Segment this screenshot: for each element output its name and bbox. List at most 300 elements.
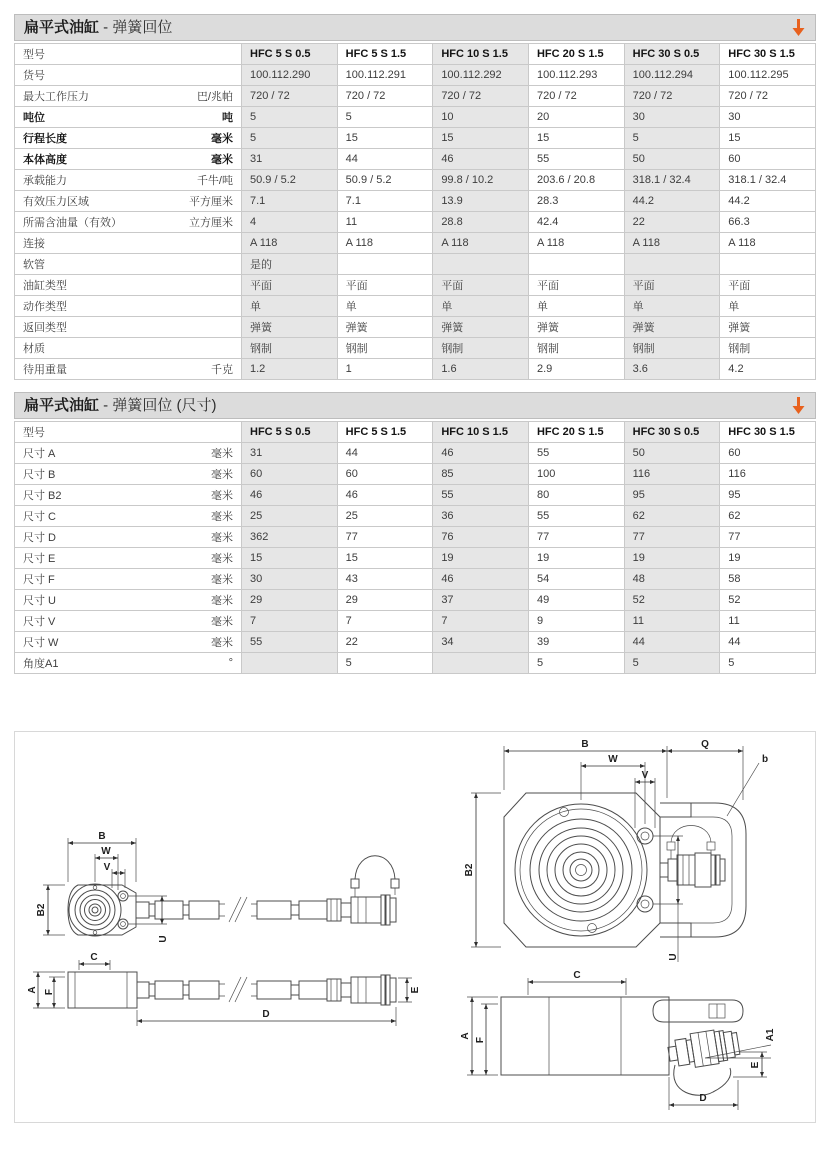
spec-value-cell: 62 xyxy=(624,506,720,527)
spec-value-cell: 1 xyxy=(337,359,433,380)
dim-label-f: F xyxy=(44,988,55,996)
spec-value-cell: 28.3 xyxy=(528,191,624,212)
spec-value-cell: 49 xyxy=(528,590,624,611)
spec-row xyxy=(15,548,816,569)
spec-value-cell: 55 xyxy=(528,149,624,170)
row-label: 吨位 xyxy=(23,112,45,124)
spec-value-cell: 46 xyxy=(242,485,338,506)
spec-value-cell: 5 xyxy=(337,653,433,674)
spec-row xyxy=(15,506,816,527)
row-label: 承载能力 xyxy=(23,175,67,187)
spec-value-cell: 5 xyxy=(720,653,816,674)
model-column-header: HFC 20 S 1.5 xyxy=(528,44,624,65)
spec-value-cell: 钢制 xyxy=(624,338,720,359)
spec-value-cell: 弹簧 xyxy=(242,317,338,338)
model-header-label: 型号 xyxy=(15,422,242,443)
spec-row xyxy=(15,338,816,359)
spec-value-cell: 80 xyxy=(528,485,624,506)
row-label-cell xyxy=(15,170,242,191)
row-label-cell xyxy=(15,86,242,107)
spec-value-cell: 4.2 xyxy=(720,359,816,380)
model-header-row xyxy=(15,44,816,65)
spec-table-host xyxy=(14,43,816,380)
spec-row xyxy=(15,86,816,107)
model-column-header: HFC 30 S 1.5 xyxy=(720,44,816,65)
spec-value-cell: A 118 xyxy=(242,233,338,254)
row-unit: 毫米 xyxy=(211,616,233,628)
row-label-cell xyxy=(15,65,242,86)
table1-title xyxy=(24,20,172,35)
row-label: 货号 xyxy=(23,70,45,82)
spec-value-cell: 4 xyxy=(242,212,338,233)
spec-value-cell: 318.1 / 32.4 xyxy=(624,170,720,191)
spec-row xyxy=(15,611,816,632)
spec-value-cell: 31 xyxy=(242,149,338,170)
spec-value-cell: 1.6 xyxy=(433,359,529,380)
spec-value-cell: 7.1 xyxy=(242,191,338,212)
spec-value-cell: 46 xyxy=(337,485,433,506)
large-cylinder-side-view xyxy=(501,997,743,1095)
spec-row xyxy=(15,317,816,338)
small-cylinder-side-view xyxy=(68,972,396,1008)
spec-value-cell: 31 xyxy=(242,443,338,464)
spec-row xyxy=(15,443,816,464)
spec-value-cell: 单 xyxy=(624,296,720,317)
spec-value-cell: 39 xyxy=(528,632,624,653)
spec-value-cell: 15 xyxy=(337,548,433,569)
spec-value-cell: 5 xyxy=(624,653,720,674)
row-unit: 毫米 xyxy=(211,574,233,586)
spec-value-cell: 60 xyxy=(720,443,816,464)
spec-value-cell: 95 xyxy=(624,485,720,506)
dim-label-u: U xyxy=(158,935,169,943)
row-label-cell xyxy=(15,107,242,128)
spec-value-cell: 77 xyxy=(528,527,624,548)
spec-value-cell: 48 xyxy=(624,569,720,590)
spec-value-cell: 11 xyxy=(337,212,433,233)
spec-value-cell: 5 xyxy=(242,107,338,128)
row-label: 尺寸 D xyxy=(23,532,56,544)
row-label-cell xyxy=(15,233,242,254)
spec-value-cell: 720 / 72 xyxy=(337,86,433,107)
dim-label-f: F xyxy=(475,1036,486,1044)
row-label-cell xyxy=(15,548,242,569)
spec-value-cell: 34 xyxy=(433,632,529,653)
spec-value-cell: 11 xyxy=(720,611,816,632)
spec-value-cell: 平面 xyxy=(337,275,433,296)
dim-label-c: C xyxy=(573,970,581,981)
spec-value-cell: 19 xyxy=(528,548,624,569)
spec-value-cell: 60 xyxy=(337,464,433,485)
spec-value-cell: 弹簧 xyxy=(720,317,816,338)
spec-value-cell: 单 xyxy=(720,296,816,317)
row-unit: 毫米 xyxy=(211,133,233,145)
row-unit: 千克 xyxy=(211,364,233,376)
spec-row xyxy=(15,485,816,506)
spec-value-cell: 25 xyxy=(337,506,433,527)
spec-value-cell: 95 xyxy=(720,485,816,506)
spec-value-cell: A 118 xyxy=(337,233,433,254)
row-label-cell xyxy=(15,527,242,548)
spec-value-cell: 钢制 xyxy=(528,338,624,359)
spec-value-cell: 62 xyxy=(720,506,816,527)
row-unit: 巴/兆帕 xyxy=(196,91,233,103)
large-cylinder-front-view xyxy=(504,793,746,947)
spec-row xyxy=(15,359,816,380)
spec-value-cell: 76 xyxy=(433,527,529,548)
row-label: 尺寸 C xyxy=(23,511,56,523)
dim-label-q: Q xyxy=(701,739,709,750)
row-label-cell xyxy=(15,632,242,653)
dim-label-v: V xyxy=(103,862,111,873)
spec-value-cell: 钢制 xyxy=(433,338,529,359)
technical-drawing xyxy=(15,732,815,1122)
technical-drawing-panel xyxy=(14,731,816,1123)
dim-label-b: B xyxy=(581,739,589,750)
spec-value-cell: 85 xyxy=(433,464,529,485)
row-label-cell xyxy=(15,653,242,674)
spec-value-cell: 100.112.293 xyxy=(528,65,624,86)
spec-value-cell: 15 xyxy=(528,128,624,149)
row-label: 最大工作压力 xyxy=(23,91,89,103)
model-column-header: HFC 10 S 1.5 xyxy=(433,44,529,65)
spec-value-cell: 单 xyxy=(337,296,433,317)
spec-value-cell: 30 xyxy=(624,107,720,128)
spec-value-cell: 318.1 / 32.4 xyxy=(720,170,816,191)
dim-label-w: W xyxy=(608,754,618,765)
spec-row xyxy=(15,107,816,128)
spec-value-cell: 弹簧 xyxy=(433,317,529,338)
row-unit: 毫米 xyxy=(211,532,233,544)
row-label: 动作类型 xyxy=(23,301,67,313)
spec-value-cell: 15 xyxy=(720,128,816,149)
spec-value-cell: 720 / 72 xyxy=(433,86,529,107)
spec-value-cell: 5 xyxy=(624,128,720,149)
model-column-header: HFC 20 S 1.5 xyxy=(528,422,624,443)
dim-label-u: U xyxy=(668,953,679,961)
spec-value-cell: 7 xyxy=(337,611,433,632)
callout-label-b: b xyxy=(762,754,769,765)
spec-value-cell: 44 xyxy=(720,632,816,653)
spec-value-cell: A 118 xyxy=(528,233,624,254)
spec-value-cell: 15 xyxy=(337,128,433,149)
row-label: 连接 xyxy=(23,238,45,250)
spec-value-cell: 50.9 / 5.2 xyxy=(242,170,338,191)
spec-value-cell: 46 xyxy=(433,443,529,464)
row-label-cell xyxy=(15,191,242,212)
table1-title-sub: - 弹簧回位 xyxy=(99,19,173,36)
spec-value-cell: 116 xyxy=(624,464,720,485)
spec-value-cell: 60 xyxy=(242,464,338,485)
spec-value-cell: 15 xyxy=(242,548,338,569)
spec-value-cell: 55 xyxy=(433,485,529,506)
row-label-cell xyxy=(15,212,242,233)
spec-value-cell: 50 xyxy=(624,443,720,464)
spec-value-cell: 44.2 xyxy=(624,191,720,212)
spec-value-cell: 弹簧 xyxy=(624,317,720,338)
spec-row xyxy=(15,653,816,674)
spec-value-cell: 3.6 xyxy=(624,359,720,380)
table2-title xyxy=(24,398,217,413)
model-column-header: HFC 5 S 1.5 xyxy=(337,422,433,443)
dim-label-b2: B2 xyxy=(36,903,47,917)
row-label-cell xyxy=(15,485,242,506)
row-label-cell xyxy=(15,149,242,170)
spec-value-cell: 10 xyxy=(433,107,529,128)
model-column-header: HFC 5 S 0.5 xyxy=(242,44,338,65)
row-unit: ° xyxy=(228,657,233,669)
spec-value-cell: 77 xyxy=(720,527,816,548)
spec-value-cell: 19 xyxy=(624,548,720,569)
row-label: 角度A1 xyxy=(23,658,59,670)
spec-value-cell: 1.2 xyxy=(242,359,338,380)
spec-value-cell: A 118 xyxy=(720,233,816,254)
spec-value-cell: 2.9 xyxy=(528,359,624,380)
spec-value-cell: 22 xyxy=(337,632,433,653)
spec-value-cell: 77 xyxy=(624,527,720,548)
spec-row xyxy=(15,233,816,254)
spec-value-cell: 100.112.290 xyxy=(242,65,338,86)
spec-value-cell: 116 xyxy=(720,464,816,485)
spec-value-cell: 平面 xyxy=(242,275,338,296)
spec-value-cell: 720 / 72 xyxy=(242,86,338,107)
spec-value-cell: 100 xyxy=(528,464,624,485)
spec-value-cell: 钢制 xyxy=(242,338,338,359)
spec-value-cell xyxy=(242,653,338,674)
row-label: 尺寸 B2 xyxy=(23,490,62,502)
spec-value-cell: 77 xyxy=(337,527,433,548)
spec-value-cell xyxy=(433,254,529,275)
spec-value-cell: 20 xyxy=(528,107,624,128)
model-column-header: HFC 10 S 1.5 xyxy=(433,422,529,443)
spec-value-cell: 46 xyxy=(433,569,529,590)
spec-value-cell: 平面 xyxy=(433,275,529,296)
spec-value-cell: 52 xyxy=(624,590,720,611)
spec-value-cell: 54 xyxy=(528,569,624,590)
row-unit: 毫米 xyxy=(211,595,233,607)
spec-row xyxy=(15,464,816,485)
spec-table xyxy=(14,43,816,380)
spec-value-cell: 平面 xyxy=(720,275,816,296)
spec-value-cell: 7 xyxy=(242,611,338,632)
row-unit: 立方厘米 xyxy=(189,217,233,229)
row-label: 返回类型 xyxy=(23,322,67,334)
row-unit: 毫米 xyxy=(211,154,233,166)
table1-titlebar xyxy=(14,14,816,41)
spec-row xyxy=(15,569,816,590)
download-arrow-icon[interactable] xyxy=(791,396,806,415)
row-label: 所需含油量（有效） xyxy=(23,217,122,229)
spec-value-cell xyxy=(624,254,720,275)
row-label: 有效压力区域 xyxy=(23,196,89,208)
spec-value-cell: A 118 xyxy=(433,233,529,254)
spec-row xyxy=(15,65,816,86)
spec-value-cell: 平面 xyxy=(624,275,720,296)
row-unit: 毫米 xyxy=(211,490,233,502)
row-label: 尺寸 A xyxy=(23,448,56,460)
spec-row xyxy=(15,275,816,296)
spec-value-cell: 100.112.292 xyxy=(433,65,529,86)
spec-section xyxy=(14,14,816,380)
spec-value-cell: 30 xyxy=(720,107,816,128)
spec-row xyxy=(15,632,816,653)
spec-row xyxy=(15,527,816,548)
spec-row xyxy=(15,254,816,275)
spec-value-cell: 44 xyxy=(624,632,720,653)
spec-value-cell xyxy=(433,653,529,674)
dim-label-a1: A1 xyxy=(765,1028,776,1042)
row-label: 本体高度 xyxy=(23,154,67,166)
spec-value-cell: 25 xyxy=(242,506,338,527)
spec-value-cell: 单 xyxy=(242,296,338,317)
spec-row xyxy=(15,191,816,212)
spec-row xyxy=(15,128,816,149)
spec-value-cell: 203.6 / 20.8 xyxy=(528,170,624,191)
row-label-cell xyxy=(15,254,242,275)
table2-title-sub: - 弹簧回位 (尺寸) xyxy=(99,397,217,414)
row-label: 尺寸 F xyxy=(23,574,55,586)
download-arrow-icon[interactable] xyxy=(791,18,806,37)
spec-value-cell: 是的 xyxy=(242,254,338,275)
row-label: 尺寸 V xyxy=(23,616,56,628)
dim-label-d: D xyxy=(262,1009,270,1020)
row-label-cell xyxy=(15,275,242,296)
spec-value-cell: 43 xyxy=(337,569,433,590)
row-label-cell xyxy=(15,359,242,380)
spec-value-cell: 55 xyxy=(528,443,624,464)
row-label: 油缸类型 xyxy=(23,280,67,292)
row-unit: 毫米 xyxy=(211,469,233,481)
dim-label-e: E xyxy=(410,986,421,994)
row-unit: 吨 xyxy=(222,112,233,124)
row-label-cell xyxy=(15,611,242,632)
spec-value-cell xyxy=(337,254,433,275)
spec-value-cell: 15 xyxy=(433,128,529,149)
row-label-cell xyxy=(15,296,242,317)
spec-value-cell: 7.1 xyxy=(337,191,433,212)
spec-value-cell: 50.9 / 5.2 xyxy=(337,170,433,191)
row-label: 软管 xyxy=(23,259,45,271)
row-label-cell xyxy=(15,443,242,464)
row-unit: 毫米 xyxy=(211,553,233,565)
model-header-label: 型号 xyxy=(15,44,242,65)
row-label: 行程长度 xyxy=(23,133,67,145)
model-column-header: HFC 30 S 0.5 xyxy=(624,44,720,65)
spec-value-cell: 37 xyxy=(433,590,529,611)
spec-value-cell: 19 xyxy=(433,548,529,569)
spec-value-cell: 28.8 xyxy=(433,212,529,233)
table2-titlebar xyxy=(14,392,816,419)
spec-value-cell: 55 xyxy=(242,632,338,653)
spec-value-cell: 50 xyxy=(624,149,720,170)
dim-label-w: W xyxy=(101,846,111,857)
spec-value-cell: 30 xyxy=(242,569,338,590)
spec-value-cell: 9 xyxy=(528,611,624,632)
row-unit: 平方厘米 xyxy=(189,196,233,208)
dim-label-v: V xyxy=(641,770,649,781)
row-unit: 毫米 xyxy=(211,448,233,460)
spec-value-cell: 100.112.295 xyxy=(720,65,816,86)
row-label-cell xyxy=(15,338,242,359)
dim-label-d: D xyxy=(699,1093,707,1104)
spec-value-cell: 362 xyxy=(242,527,338,548)
model-column-header: HFC 5 S 0.5 xyxy=(242,422,338,443)
dimensions-section xyxy=(14,392,816,674)
spec-value-cell: 弹簧 xyxy=(528,317,624,338)
spec-value-cell: 46 xyxy=(433,149,529,170)
small-side-dimensions xyxy=(27,952,421,1026)
spec-value-cell: 钢制 xyxy=(337,338,433,359)
spec-row xyxy=(15,170,816,191)
spec-value-cell: 平面 xyxy=(528,275,624,296)
spec-value-cell: 单 xyxy=(433,296,529,317)
small-front-dimensions xyxy=(36,831,169,943)
spec-value-cell: 55 xyxy=(528,506,624,527)
spec-value-cell: 36 xyxy=(433,506,529,527)
spec-value-cell: A 118 xyxy=(624,233,720,254)
spec-value-cell: 5 xyxy=(528,653,624,674)
spec-value-cell: 5 xyxy=(337,107,433,128)
spec-value-cell: 11 xyxy=(624,611,720,632)
dim-label-a: A xyxy=(460,1032,471,1040)
model-column-header: HFC 30 S 1.5 xyxy=(720,422,816,443)
spec-value-cell: 29 xyxy=(242,590,338,611)
spec-value-cell: 42.4 xyxy=(528,212,624,233)
spec-row xyxy=(15,149,816,170)
spec-value-cell: 44.2 xyxy=(720,191,816,212)
row-label: 材质 xyxy=(23,343,45,355)
spec-value-cell xyxy=(720,254,816,275)
row-label-cell xyxy=(15,590,242,611)
row-label: 待用重量 xyxy=(23,364,67,376)
row-label-cell xyxy=(15,128,242,149)
row-label: 尺寸 E xyxy=(23,553,56,565)
spec-value-cell: 44 xyxy=(337,149,433,170)
spec-row xyxy=(15,590,816,611)
dimensions-table-host xyxy=(14,421,816,674)
table1-title-main: 扁平式油缸 xyxy=(24,19,100,36)
row-unit: 毫米 xyxy=(211,511,233,523)
spec-value-cell: 100.112.294 xyxy=(624,65,720,86)
spec-value-cell: 7 xyxy=(433,611,529,632)
spec-value-cell: 52 xyxy=(720,590,816,611)
large-side-dimensions xyxy=(460,970,776,1110)
spec-value-cell: 66.3 xyxy=(720,212,816,233)
spec-value-cell: 13.9 xyxy=(433,191,529,212)
row-label: 尺寸 W xyxy=(23,637,59,649)
row-label-cell xyxy=(15,464,242,485)
row-label: 尺寸 B xyxy=(23,469,56,481)
spec-value-cell: 单 xyxy=(528,296,624,317)
row-unit: 千牛/吨 xyxy=(196,175,233,187)
model-column-header: HFC 30 S 0.5 xyxy=(624,422,720,443)
row-unit: 毫米 xyxy=(211,637,233,649)
dim-label-e: E xyxy=(750,1061,761,1069)
model-header-row xyxy=(15,422,816,443)
table2-title-main: 扁平式油缸 xyxy=(24,397,100,414)
spec-value-cell: 钢制 xyxy=(720,338,816,359)
spec-value-cell: 100.112.291 xyxy=(337,65,433,86)
spec-value-cell: 99.8 / 10.2 xyxy=(433,170,529,191)
row-label-cell xyxy=(15,317,242,338)
spec-value-cell: 720 / 72 xyxy=(528,86,624,107)
spec-value-cell: 弹簧 xyxy=(337,317,433,338)
dimensions-table xyxy=(14,421,816,674)
dim-label-c: C xyxy=(90,952,98,963)
spec-value-cell: 720 / 72 xyxy=(720,86,816,107)
spec-value-cell: 60 xyxy=(720,149,816,170)
row-label-cell xyxy=(15,569,242,590)
